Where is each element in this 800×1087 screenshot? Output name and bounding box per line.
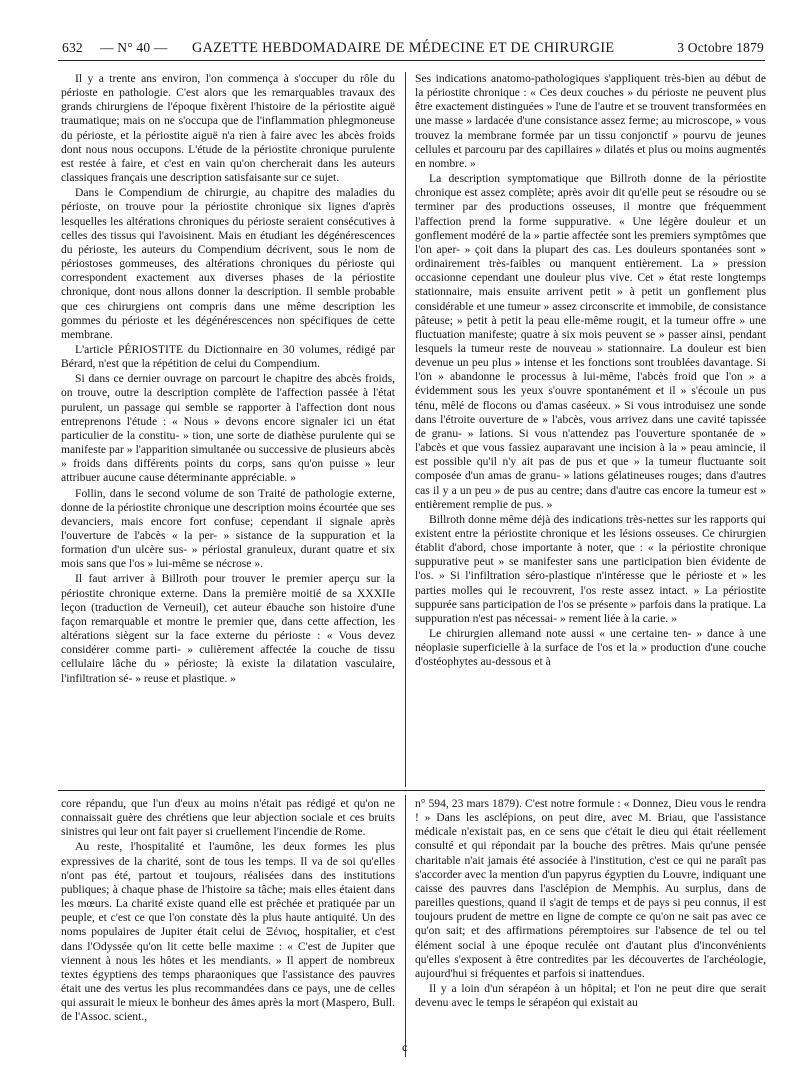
gutter-mark: c [402,1040,408,1054]
paragraph: Il y a trente ans environ, l'on commença à s'occuper du rôle du périoste en pathologie. C'est alors que les remarquables travaux des grands chirurgiens de l'époque fixèrent l'histoire de la périostite aiguë traumatique; mais on ne s'occupa que de l'inflammation phlegmoneuse du périoste, et la périostite aiguë n'a rien à faire avec les abcès froids dont nous nous occupons. L'étude de la périostite chronique purulente est restée à faire, et c'est en vain qu'on chercherait dans les auteurs classiques français une description satisfaisante sur ce sujet. [61,72,395,185]
paragraph: La description symptomatique que Billroth donne de la périostite chronique est assez complète; après avoir dit qu'elle peut se résoudre ou se terminer par des productions osseuses, il montre que fréquemment l'affection prend la forme suppurative. « Une légère douleur et un gonflement modéré de la » partie affectée sont les premiers symptômes que l'on aper- » çoit dans la plupart des cas. Les douleurs spontanées sont » ordinairement très-faibles ou manquent entièrement. La » pression occasionne cependant une douleur plus vive. Cet » état reste longtemps stationnaire, mais ensuite arrivent petit » à petit un gonflement plus considérable et une tumeur » assez circonscrite et immobile, de consistance pâteuse; » petit à petit la peau elle-même rougit, et la tumeur offre » une fluctuation manifeste; quatre à six mois peuvent se » passer ainsi, pendant lesquels la tumeur reste de nouveau » stationnaire. La douleur est bien devenue un peu plus » intense et les fonctions sont troublées davantage. Si l'on » abandonne le processus à lui-même, l'abcès froid que l'on » a évidemment sous les yeux s'ouvre spontanément et il » s'écoule un pus ténu, mêlé de flocons ou d'amas caséeux. » Si vous introduisez une sonde dans l'étroite ouverture de » l'abcès, vous arrivez dans une cavité tapissée de granu- » lations. Si vous n'attendez pas l'ouverture spontanée de » l'abcès et que vous fassiez auparavant une incision à la » peau amincie, il est possible qu'il n'y ait pas de pus et que » la tumeur fluctuante soit composée d'un amas de granu- » lations gélatineuses rouges; dans d'autres cas il y a un peu » de pus au centre; dans d'autre cas encore la tumeur est » entièrement remplie de pus. » [415,172,766,511]
feuilleton-column-left [61,797,395,1059]
column-divider-upper [405,72,406,787]
paragraph: Follin, dans le second volume de son Traité de pathologie externe, donne de la périostite chronique une description moins écourtée que ses devanciers, mais encore fort confuse; cependant il signale après l'ouverture de l'abcès « la per- » sistance de la suppuration et la formation d'un ulcère sus- » périostal granuleux, durant quatre et six mois sans que l'os » lui-même se nécrose ». [61,486,395,571]
feuilleton-column-right [415,797,766,1059]
issue-date: 3 Octobre 1879 [677,40,764,55]
paragraph: Dans le Compendium de chirurgie, au chapitre des maladies du périoste, on trouve pour la périostite chronique six lignes d'après lesquelles les altérations chroniques du périoste seraient consécutives à celles des tissus qui l'avoisinent. Mais en étudiant les dégénérescences du périoste, les auteurs du Compendium décrivent, sous le nom de périostoses gommeuses, des altérations chroniques du périoste qui correspondent exactement aux diverses phases de la périostite chronique, dont nous allons donner la description. Il semble probable que ces chirurgiens ont compris dans une même description les gommes du périoste et les dégénérescences non spécifiques de cette membrane. [61,186,395,341]
paragraph: Ses indications anatomo-pathologiques s'appliquent très-bien au début de la périostite chronique : « Ces deux couches » du périoste ne peuvent plus être exactement distinguées » l'une de l'autre et se trouvent transformées en une masse » lardacée d'une consistance assez ferme; au microscope, » vous trouvez la membrane formée par un tissu conjonctif » pourvu de jeunes cellules et parcouru par des capillaires » dilatés et plus ou moins augmentés en nombre. » [415,72,766,170]
header-rule [58,60,765,61]
paragraph: Billroth donne même déjà des indications très-nettes sur les rapports qui existent entre la périostite chronique et les lésions osseuses. Ce chirurgien établit d'abord, chose importante à noter, que : « la périostite chronique suppurative peut » se manifester sans une participation bien évidente de l'os. » Si l'infiltration séro-plastique n'intéresse que le périoste et » les parties molles qui le recouvrent, l'os reste assez intact. » La périostite suppurée sans participation de l'os se présente » parfois dans la pratique. La suppuration n'est pas nécessai- » rement liée à la carie. » [415,512,766,625]
article-column-left [61,72,395,787]
page-number: 632 [62,40,83,55]
running-header [54,38,764,60]
feuilleton-rule [58,790,765,791]
article-column-right [415,72,766,787]
paragraph: Au reste, l'hospitalité et l'aumône, les deux formes les plus expressives de la charité, sont de tous les temps. Il va de soi qu'elles n'ont pas été, partout et toujours, réalisées dans des institutions publiques; à chaque phase de l'histoire sa tâche; mais elles étaient dans les mœurs. La charité existe quand elle est prêchée et pratiquée par un peuple, et c'est ce que l'on constate dès la plus haute antiquité. Un des noms populaires de Jupiter était celui de Ξένιος, hospitalier, et c'est dans l'Odyssée qu'on lit cette belle maxime : « C'est de Jupiter que viennent à nous les hôtes et les mendiants. » Il appert de nombreux textes égyptiens des temps pharaoniques que l'assistance des pauvres était une des vertus les plus recommandées dans ce pays, une de celles qui assurait le mieux le bonheur des âmes après la mort (Maspero, Bull. de l'Assoc. scient., [61,840,395,1024]
issue-number: — N° 40 — [100,40,168,55]
paragraph: core répandu, que l'un d'eux au moins n'était pas rédigé et qu'on ne connaissait guère des chrétiens que leur abjection sociale et ces bruits sinistres qui leur ont fait payer si cruellement l'incendie de Rome. [61,797,395,839]
paragraph: Le chirurgien allemand note aussi « une certaine ten- » dance à une néoplasie superficielle à la surface de l'os et la » production d'une couche d'ostéophytes au-dessous et à [415,627,766,669]
journal-title: GAZETTE HEBDOMADAIRE DE MÉDECINE ET DE CHIRURGIE [192,40,615,56]
paragraph: Si dans ce dernier ouvrage on parcourt le chapitre des abcès froids, on trouve, outre la description complète de l'affection passée à l'état purulent, un passage qui semble se rapporter à l'affection dont nous entreprenons l'étude : « Nous » devons encore signaler ici un état particulier de la constitu- » tion, une sorte de diathèse purulente qui se manifeste par » l'apparition simultanée ou successive de plusieurs abcès » froids dans différents points du corps, sans qu'on puisse » leur attribuer aucune cause déterminante appréciable. » [61,372,395,485]
paragraph: n° 594, 23 mars 1879). C'est notre formule : « Donnez, Dieu vous le rendra ! » Dans les asclépions, on peut dire, avec M. Briau, que l'assistance médicale n'existait pas, en ce sens que c'était le dieu qui était réellement consulté et qui répondait par la bouche des prêtres. Mais qu'une pensée charitable n'ait jamais été associée à l'institution, c'est ce qui ne paraît pas s'accorder avec la mention d'un papyrus égyptien du Louvre, indiquant une caisse des pauvres dans l'asclépion de Memphis. Au surplus, dans de pareilles questions, quand il s'agit de temps et de pays si peu connus, il est toujours prudent de mettre en ligne de compte ce qu'on ne sait pas avec ce qu'on sait; et des affirmations péremptoires sur l'absence de tel ou tel élément social à une époque reculée ont d'autant plus d'inconvénients qu'elles s'exposent à être contredites par les découvertes de l'archéologie, aujourd'hui si fréquentes et parfois si inattendues. [415,797,766,980]
paragraph: Il y a loin d'un sérapéon à un hôpital; et l'on ne peut dire que serait devenu avec le temps le sérapéon qui existait au [415,982,766,1010]
paragraph: Il faut arriver à Billroth pour trouver le premier aperçu sur la périostite chronique externe. Dans la première moitié de sa XXXIIe leçon (traduction de Verneuil), cet auteur ébauche son histoire d'une façon remarquable et montre le premier que, dans cette affection, les altérations siègent sur la face externe du périoste : « Vous devez considérer comme parti- » culièrement affectée la couche de tissu cellulaire lâche du » périoste; là existe la dilatation vasculaire, l'infiltration sé- » reuse et plastique. » [61,572,395,685]
paragraph: L'article PÉRIOSTITE du Dictionnaire en 30 volumes, rédigé par Bérard, n'est que la répétition de celui du Compendium. [61,342,395,371]
column-divider-lower [405,795,406,1057]
